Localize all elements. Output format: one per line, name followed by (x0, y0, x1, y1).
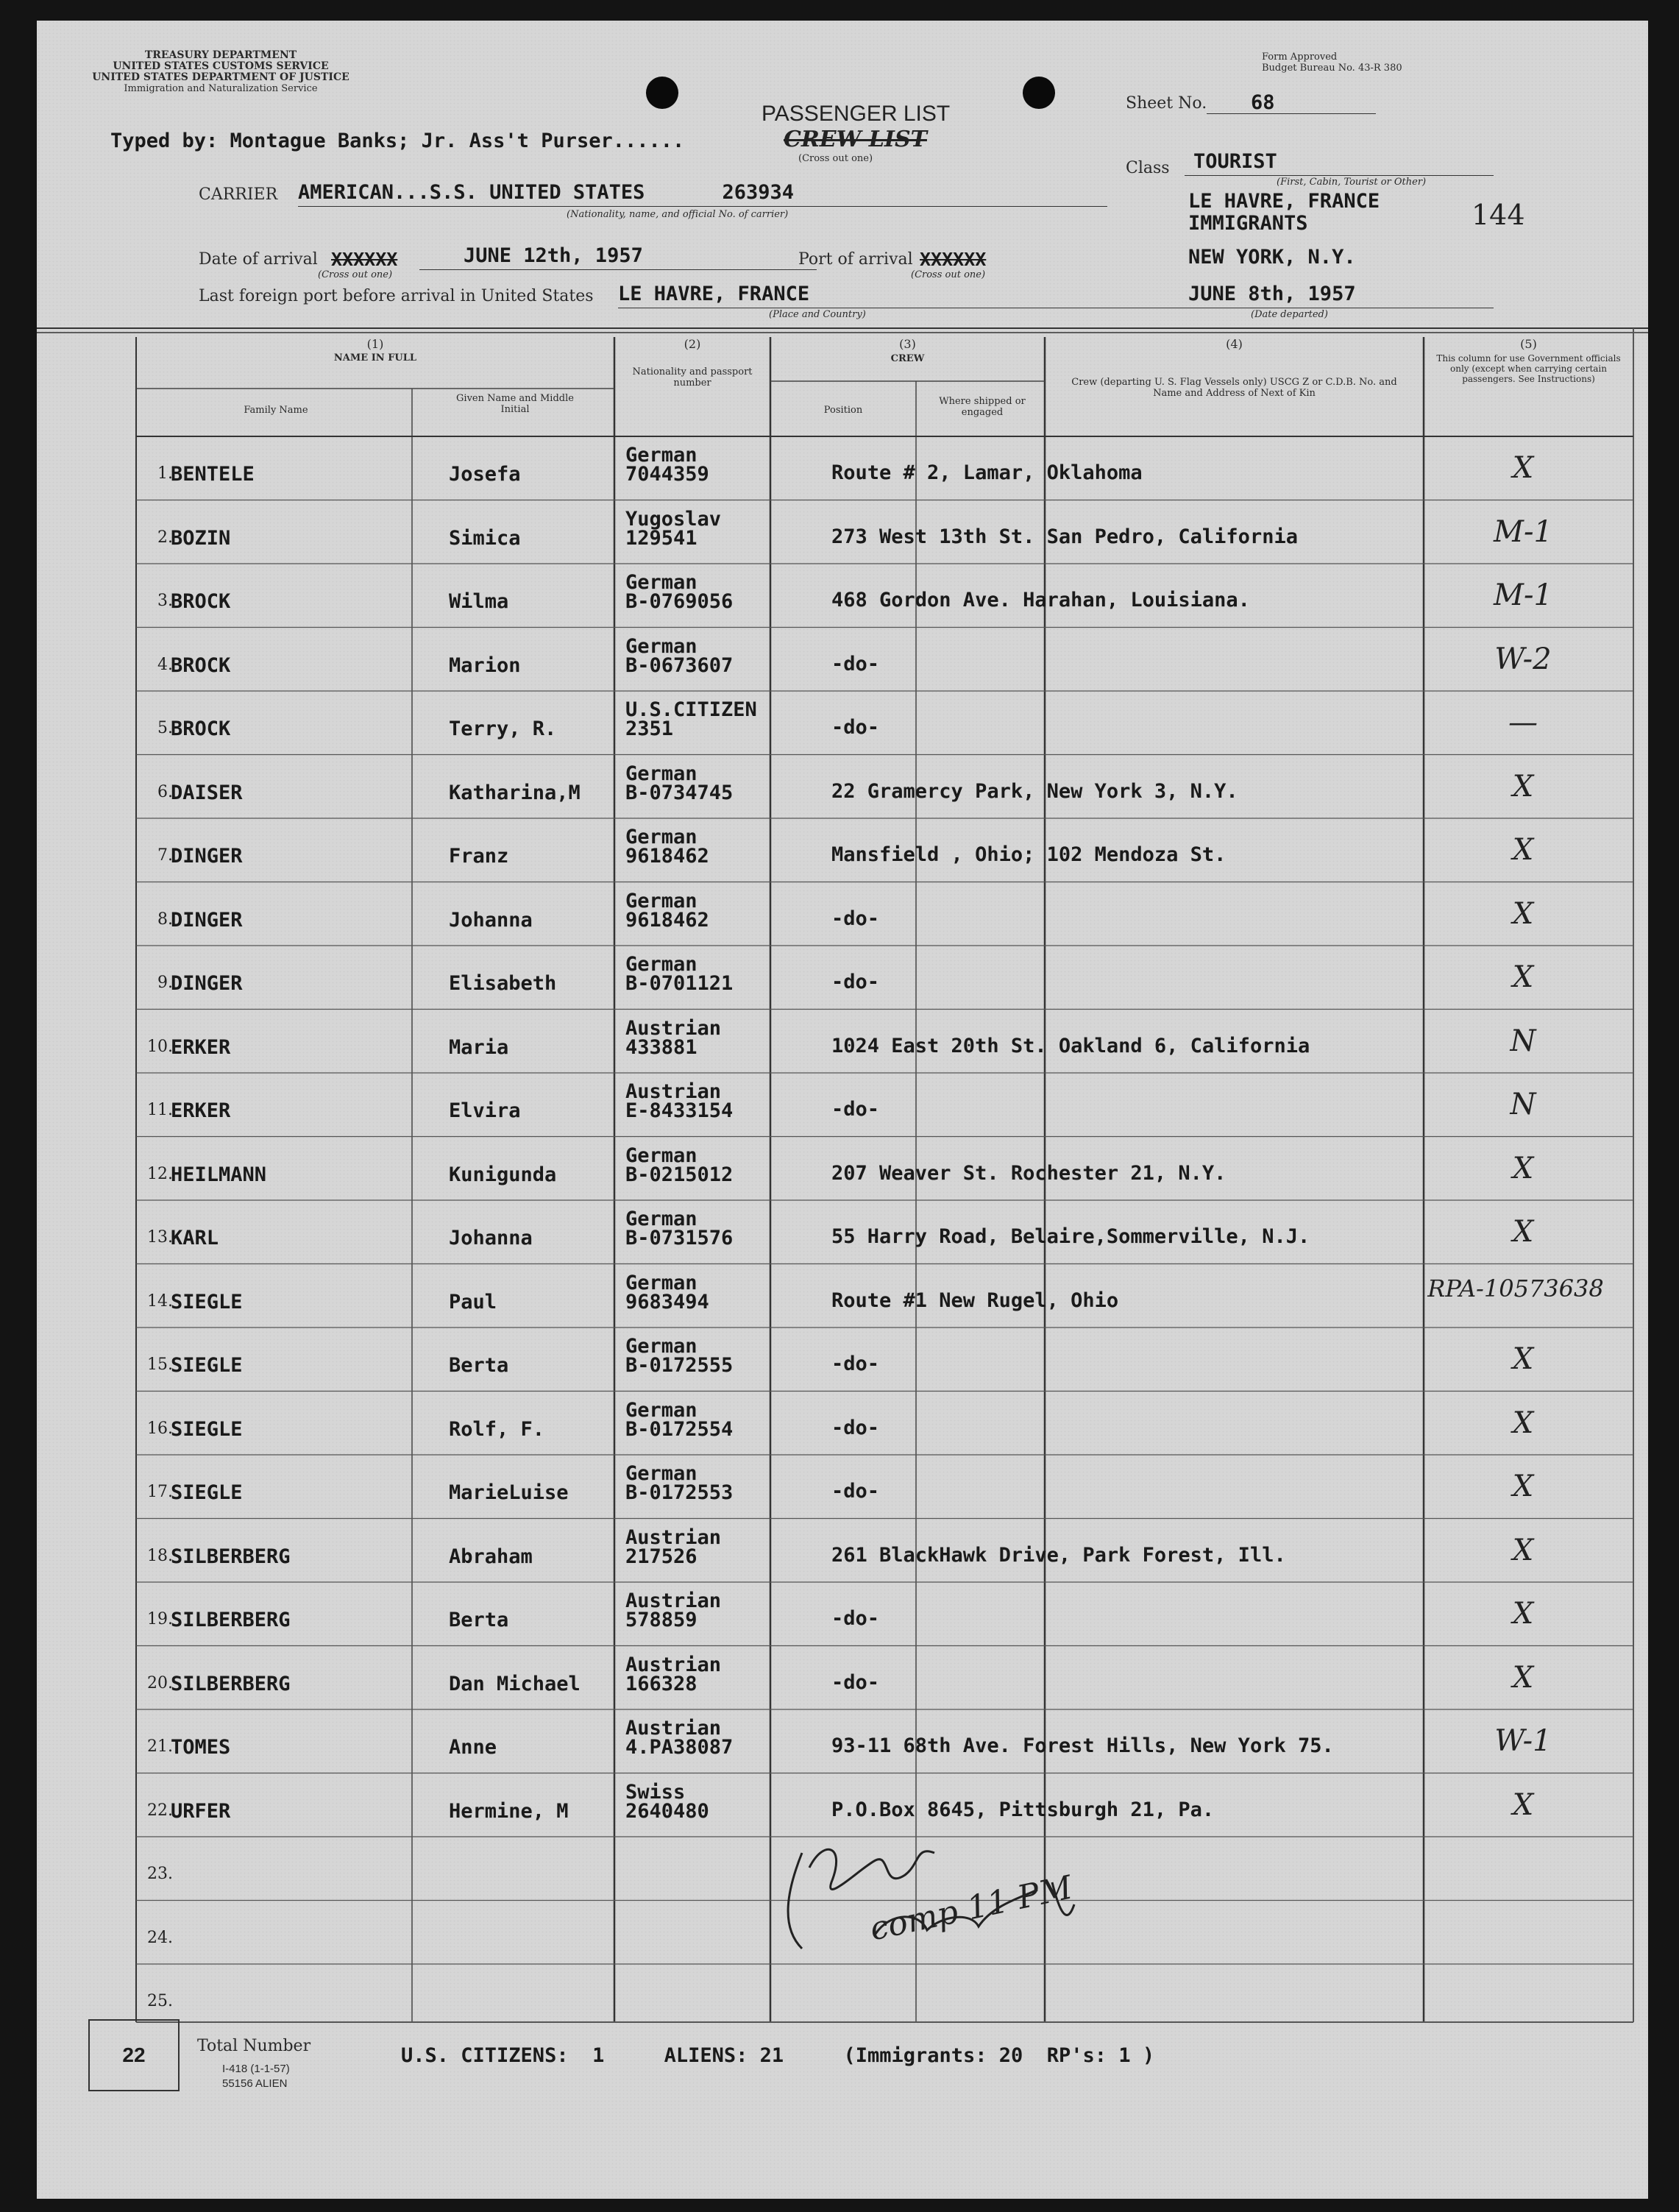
page-title: PASSENGER LIST (762, 102, 951, 126)
family-name: ERKER (171, 1099, 231, 1122)
address: P.O.Box 8645, Pittsburgh 21, Pa. (831, 1798, 1215, 1821)
nationality: German (625, 762, 697, 785)
origin-line-1: LE HAVRE, FRANCE (1188, 190, 1380, 213)
nationality: U.S.CITIZEN (625, 698, 757, 721)
departure-date: JUNE 8th, 1957 (1188, 283, 1356, 305)
family-name: URFER (171, 1799, 231, 1823)
given-name: Wilma (449, 590, 509, 613)
row-number: 24. (147, 1928, 173, 1947)
row-number: 22. (147, 1801, 173, 1820)
row-number: 3. (157, 592, 173, 610)
family-name: BROCK (171, 590, 231, 613)
passport-number: 2640480 (625, 1799, 709, 1823)
family-name: DAISER (171, 781, 243, 804)
form-number: I-418 (1-1-57) (222, 2063, 290, 2075)
col3-where: Where shipped or engaged (939, 396, 1026, 418)
passport-number: B-0701121 (625, 972, 734, 995)
address: 93-11 68th Ave. Forest Hills, New York 75. (831, 1734, 1334, 1757)
official-mark: RPA-10573638 (1427, 1274, 1604, 1302)
total-number-label: Total Number (197, 2037, 311, 2055)
given-name: Maria (449, 1035, 509, 1059)
official-mark: X (1512, 1787, 1534, 1822)
form-approved-line-2: Budget Bureau No. 43-R 380 (1262, 63, 1402, 74)
address: -do- (831, 652, 880, 676)
row-number: 1. (157, 464, 173, 483)
port-of-arrival-value: NEW YORK, N.Y. (1188, 246, 1356, 269)
col5-number: (5) (1520, 337, 1537, 351)
given-name: Hermine, M (449, 1799, 569, 1823)
row-number: 25. (147, 1992, 173, 2010)
date-of-arrival-label: Date of arrival (199, 250, 318, 269)
last-port-label: Last foreign port before arrival in United States (199, 287, 594, 305)
official-mark: W-1 (1494, 1724, 1552, 1758)
given-name: Katharina,M (449, 781, 581, 804)
col1-header (136, 337, 614, 365)
given-name: Abraham (449, 1545, 533, 1568)
agency-line-1: TREASURY DEPARTMENT (144, 49, 297, 61)
row-number: 12. (147, 1164, 173, 1183)
given-name: Berta (449, 1609, 509, 1631)
address: -do- (831, 1098, 880, 1121)
nationality: Austrian (625, 1717, 722, 1740)
nationality: German (625, 1398, 697, 1422)
departure-note: (Date departed) (1251, 309, 1328, 320)
passport-number: E-8433154 (625, 1099, 734, 1122)
signature-note: comp 11 PM (866, 1868, 1076, 1949)
official-mark: X (1512, 1215, 1534, 1249)
passport-number: B-0734745 (625, 781, 734, 804)
row-number: 8. (157, 910, 173, 929)
passport-number: B-0172554 (625, 1417, 734, 1441)
class-value: TOURIST (1193, 150, 1277, 173)
nationality: German (625, 571, 697, 594)
address: 468 Gordon Ave. Harahan, Louisiana. (831, 589, 1250, 612)
address: -do- (831, 1353, 880, 1375)
address: 55 Harry Road, Belaire,Sommerville, N.J. (831, 1225, 1310, 1248)
given-name: Simica (449, 526, 521, 550)
carrier-note: (Nationality, name, and official No. of carrier) (567, 209, 789, 220)
sheet-number: 68 (1251, 91, 1275, 114)
nationality: German (625, 1208, 697, 1230)
row-number: 16. (147, 1419, 173, 1438)
row-number: 14. (147, 1291, 173, 1311)
given-name: Elvira (449, 1099, 521, 1122)
given-name: Terry, R. (449, 717, 557, 740)
port-crossed: XXXXXX (920, 249, 987, 270)
row-number: 2. (157, 528, 173, 547)
total-number: 22 (122, 2043, 146, 2066)
col3-number: (3) (899, 337, 916, 351)
family-name: SILBERBERG (171, 1609, 291, 1631)
col4-number: (4) (1226, 337, 1243, 351)
given-name: MarieLuise (449, 1481, 569, 1504)
passport-number: B-0172553 (625, 1481, 734, 1504)
carrier-label: CARRIER (199, 185, 278, 204)
passport-number: 578859 (625, 1609, 697, 1631)
passport-number: B-0215012 (625, 1163, 734, 1186)
row-lines (37, 436, 1648, 2033)
passenger-list-sheet (37, 21, 1648, 2199)
row-number: 5. (157, 719, 173, 737)
nationality: Austrian (625, 1589, 722, 1612)
address: 207 Weaver St. Rochester 21, N.Y. (831, 1161, 1227, 1185)
address: -do- (831, 971, 880, 993)
date-cross-note: (Cross out one) (318, 269, 393, 280)
nationality: Austrian (625, 1080, 722, 1103)
agency-line-3: UNITED STATES DEPARTMENT OF JUSTICE (92, 71, 349, 83)
family-name: BENTELE (171, 463, 255, 486)
col5-title: This column for use Government officials only (except when carrying certain passengers. See Instructions) (1436, 353, 1621, 384)
passport-number: 9618462 (625, 845, 709, 868)
nationality: German (625, 1462, 697, 1485)
address: 273 West 13th St. San Pedro, California (831, 525, 1298, 548)
address: Route # 2, Lamar, Oklahoma (831, 461, 1143, 484)
address: -do- (831, 716, 880, 739)
address: -do- (831, 1670, 880, 1694)
col1-family-name: Family Name (244, 405, 308, 416)
family-name: TOMES (171, 1736, 231, 1759)
nationality: German (625, 826, 697, 848)
passport-number: 7044359 (625, 463, 709, 486)
family-name: BROCK (171, 653, 231, 677)
date-of-arrival-value: JUNE 12th, 1957 (464, 244, 643, 267)
official-mark: N (1510, 1088, 1536, 1121)
row-number: 7. (157, 846, 173, 865)
passport-number: 129541 (625, 526, 697, 550)
total-number-box (88, 2019, 180, 2091)
row-number: 9. (157, 974, 173, 992)
family-name: BROCK (171, 717, 231, 740)
nationality: German (625, 634, 697, 658)
class-note: (First, Cabin, Tourist or Other) (1277, 177, 1427, 188)
family-name: SIEGLE (171, 1417, 243, 1441)
given-name: Kunigunda (449, 1163, 557, 1186)
official-mark: — (1508, 706, 1538, 740)
nationality: German (625, 953, 697, 976)
official-mark: X (1512, 1151, 1534, 1185)
passport-number: B-0731576 (625, 1227, 734, 1249)
address: Mansfield , Ohio; 102 Mendoza St. (831, 843, 1227, 866)
row-number: 17. (147, 1483, 173, 1501)
col3-title: CREW (890, 353, 925, 364)
last-port-value: LE HAVRE, FRANCE (618, 283, 810, 305)
address: -do- (831, 1480, 880, 1503)
official-mark: X (1512, 451, 1534, 485)
passport-number: B-0172555 (625, 1354, 734, 1377)
passport-number: 4.PA38087 (625, 1736, 734, 1759)
date-crossed: XXXXXX (331, 249, 398, 270)
form-approved-line-1: Form Approved (1262, 52, 1338, 63)
passport-number: B-0769056 (625, 590, 734, 613)
family-name: ERKER (171, 1035, 231, 1059)
official-mark: X (1512, 769, 1534, 804)
alien-code: 55156 ALIEN (222, 2077, 288, 2090)
given-name: Marion (449, 653, 521, 677)
port-cross-note: (Cross out one) (911, 269, 986, 280)
col2-number: (2) (684, 337, 701, 351)
address: -do- (831, 1416, 880, 1439)
passport-number: 9618462 (625, 908, 709, 932)
row-number: 10. (147, 1037, 173, 1056)
passport-number: 9683494 (625, 1290, 709, 1314)
family-name: SIEGLE (171, 1354, 243, 1377)
nationality: Yugoslav (625, 507, 722, 531)
col1-title: NAME IN FULL (333, 352, 417, 364)
nationality: Austrian (625, 1525, 722, 1549)
given-name: Berta (449, 1354, 509, 1377)
agency-line-2: UNITED STATES CUSTOMS SERVICE (113, 60, 329, 72)
col3-position: Position (823, 405, 863, 416)
sheet-label: Sheet No. (1126, 94, 1207, 113)
col1-given-name: Given Name and Middle Initial (456, 393, 574, 415)
agency-line-4: Immigration and Naturalization Service (124, 83, 318, 94)
address: 261 BlackHawk Drive, Park Forest, Ill. (831, 1543, 1286, 1567)
family-name: SILBERBERG (171, 1672, 291, 1695)
official-mark: M-1 (1494, 514, 1552, 549)
official-mark: X (1512, 1342, 1534, 1376)
official-mark: X (1512, 960, 1534, 994)
col4-title: Crew (departing U. S. Flag Vessels only) USCG Z or C.D.B. No. and Name and Address of Next of Kin (1071, 377, 1397, 399)
address: 1024 East 20th St. Oakland 6, California (831, 1034, 1310, 1057)
address: 22 Gramercy Park, New York 3, N.Y. (831, 779, 1238, 803)
official-mark: X (1512, 833, 1534, 867)
passport-number: B-0673607 (625, 653, 734, 677)
row-number: 21. (147, 1737, 173, 1756)
origin-line-2: IMMIGRANTS (1188, 212, 1308, 235)
passport-number: 433881 (625, 1035, 697, 1059)
passport-number: 217526 (625, 1545, 697, 1568)
family-name: HEILMANN (171, 1163, 267, 1186)
nationality: German (625, 1271, 697, 1294)
summary-line: U.S. CITIZENS: 1 ALIENS: 21 (Immigrants: 20 RP's: 1 ) (401, 2044, 1155, 2067)
official-mark: X (1512, 1405, 1534, 1440)
passport-number: 166328 (625, 1672, 697, 1695)
cross-out-note: (Cross out one) (798, 153, 873, 164)
family-name: DINGER (171, 845, 243, 868)
handwritten-number: 144 (1472, 199, 1525, 231)
nationality: Austrian (625, 1653, 722, 1676)
row-number: 13. (147, 1228, 173, 1247)
row-number: 23. (147, 1865, 173, 1883)
nationality: Swiss (625, 1780, 686, 1804)
official-mark: W-2 (1494, 642, 1552, 676)
given-name: Dan Michael (449, 1672, 581, 1695)
given-name: Anne (449, 1736, 497, 1759)
given-name: Franz (449, 845, 509, 868)
given-name: Johanna (449, 908, 533, 932)
row-number: 11. (147, 1101, 173, 1119)
address: Route #1 New Rugel, Ohio (831, 1288, 1119, 1312)
official-mark: X (1512, 1470, 1534, 1503)
given-name: Elisabeth (449, 972, 557, 995)
nationality: German (625, 444, 697, 467)
nationality: Austrian (625, 1016, 722, 1040)
family-name: SIEGLE (171, 1290, 243, 1314)
family-name: SIEGLE (171, 1481, 243, 1504)
official-mark: N (1510, 1024, 1536, 1058)
official-mark: X (1512, 1533, 1534, 1567)
official-mark: M-1 (1494, 578, 1552, 612)
carrier-value: AMERICAN...S.S. UNITED STATES (298, 181, 645, 204)
typed-by: Typed by: Montague Banks; Jr. Ass't Purser...... (110, 130, 685, 152)
official-mark: X (1512, 1597, 1534, 1631)
address: -do- (831, 1607, 880, 1630)
official-mark: X (1512, 896, 1534, 931)
address: -do- (831, 907, 880, 930)
crew-list-stamp: CREW LIST (784, 127, 927, 152)
family-name: KARL (171, 1227, 219, 1249)
given-name: Rolf, F. (449, 1417, 545, 1441)
nationality: German (625, 1335, 697, 1358)
row-number: 15. (147, 1355, 173, 1374)
family-name: SILBERBERG (171, 1545, 291, 1568)
port-of-arrival-label: Port of arrival (798, 250, 913, 269)
family-name: BOZIN (171, 526, 231, 550)
passport-number: 2351 (625, 717, 674, 740)
family-name: DINGER (171, 972, 243, 995)
nationality: German (625, 1144, 697, 1167)
family-name: DINGER (171, 908, 243, 932)
col2-title: Nationality and passport number (632, 366, 753, 389)
row-number: 18. (147, 1546, 173, 1565)
official-mark: X (1512, 1660, 1534, 1695)
row-number: 19. (147, 1610, 173, 1628)
given-name: Josefa (449, 463, 521, 486)
row-number: 4. (157, 655, 173, 674)
class-label: Class (1126, 159, 1170, 177)
last-port-note: (Place and Country) (769, 309, 866, 320)
nationality: German (625, 889, 697, 912)
given-name: Paul (449, 1290, 497, 1314)
carrier-number: 263934 (722, 181, 795, 204)
col1-number: (1) (366, 337, 384, 351)
given-name: Johanna (449, 1227, 533, 1249)
row-number: 20. (147, 1673, 173, 1692)
row-number: 6. (157, 782, 173, 801)
